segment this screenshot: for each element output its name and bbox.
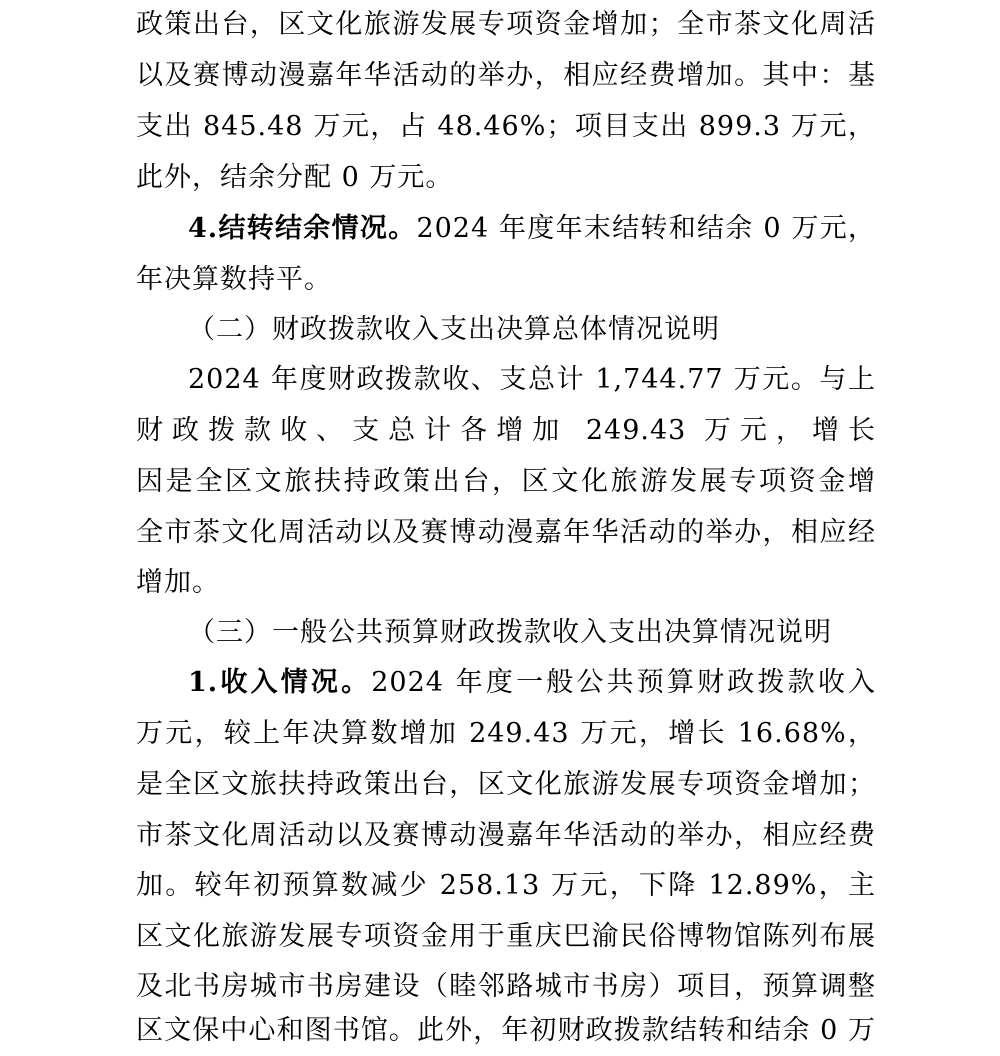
section-1-title: 1.收入情况。 <box>188 667 372 698</box>
paragraph-2-line: 因是全区文旅扶持政策出台，区文化旅游发展专项资金增 <box>136 466 876 497</box>
paragraph-2-line: 财政拨款收、支总计各增加 249.43 万元，增长 <box>136 415 876 446</box>
section-1-line: 区文化旅游发展专项资金用于重庆巴渝民俗博物馆陈列布展 <box>136 921 876 952</box>
paragraph-2-line: 全市茶文化周活动以及赛博动漫嘉年华活动的举办，相应经 <box>136 517 876 548</box>
paragraph-2-line: 2024 年度财政拨款收、支总计 1,744.77 万元。与上 <box>188 364 876 395</box>
section-1-line: 市茶文化周活动以及赛博动漫嘉年华活动的举办，相应经费 <box>136 820 876 851</box>
section-1-line: 区文保中心和图书馆。此外，年初财政拨款结转和结余 0 万 <box>136 1015 876 1046</box>
paragraph-line: 支出 845.48 万元，占 48.46%；项目支出 899.3 万元， <box>136 111 876 142</box>
section-4-title: 4.结转结余情况。 <box>188 213 417 244</box>
section-4-text: 2024 年度年末结转和结余 0 万元， <box>416 213 876 244</box>
heading-2: （二）财政拨款收入支出决算总体情况说明 <box>188 314 720 345</box>
section-1-line: 万元，较上年决算数增加 249.43 万元，增长 16.68%， <box>136 718 876 749</box>
paragraph-2-line: 增加。 <box>136 567 220 598</box>
section-4-line <box>188 204 876 254</box>
section-1-line: 是全区文旅扶持政策出台，区文化旅游发展专项资金增加； <box>136 769 876 800</box>
section-1-line <box>188 658 876 708</box>
paragraph-line: 以及赛博动漫嘉年华活动的举办，相应经费增加。其中：基 <box>136 60 876 91</box>
paragraph-line: 政策出台，区文化旅游发展专项资金增加；全市茶文化周活 <box>136 9 876 40</box>
paragraph-line: 此外，结余分配 0 万元。 <box>136 162 454 193</box>
heading-3: （三）一般公共预算财政拨款收入支出决算情况说明 <box>188 617 832 648</box>
section-1-line: 加。较年初预算数减少 258.13 万元，下降 12.89%，主 <box>136 870 876 901</box>
section-1-line: 及北书房城市书房建设（睦邻路城市书房）项目，预算调整 <box>136 971 876 1002</box>
section-1-text: 2024 年度一般公共预算财政拨款收入 <box>371 667 876 698</box>
section-4-line-2: 年决算数持平。 <box>136 264 332 295</box>
